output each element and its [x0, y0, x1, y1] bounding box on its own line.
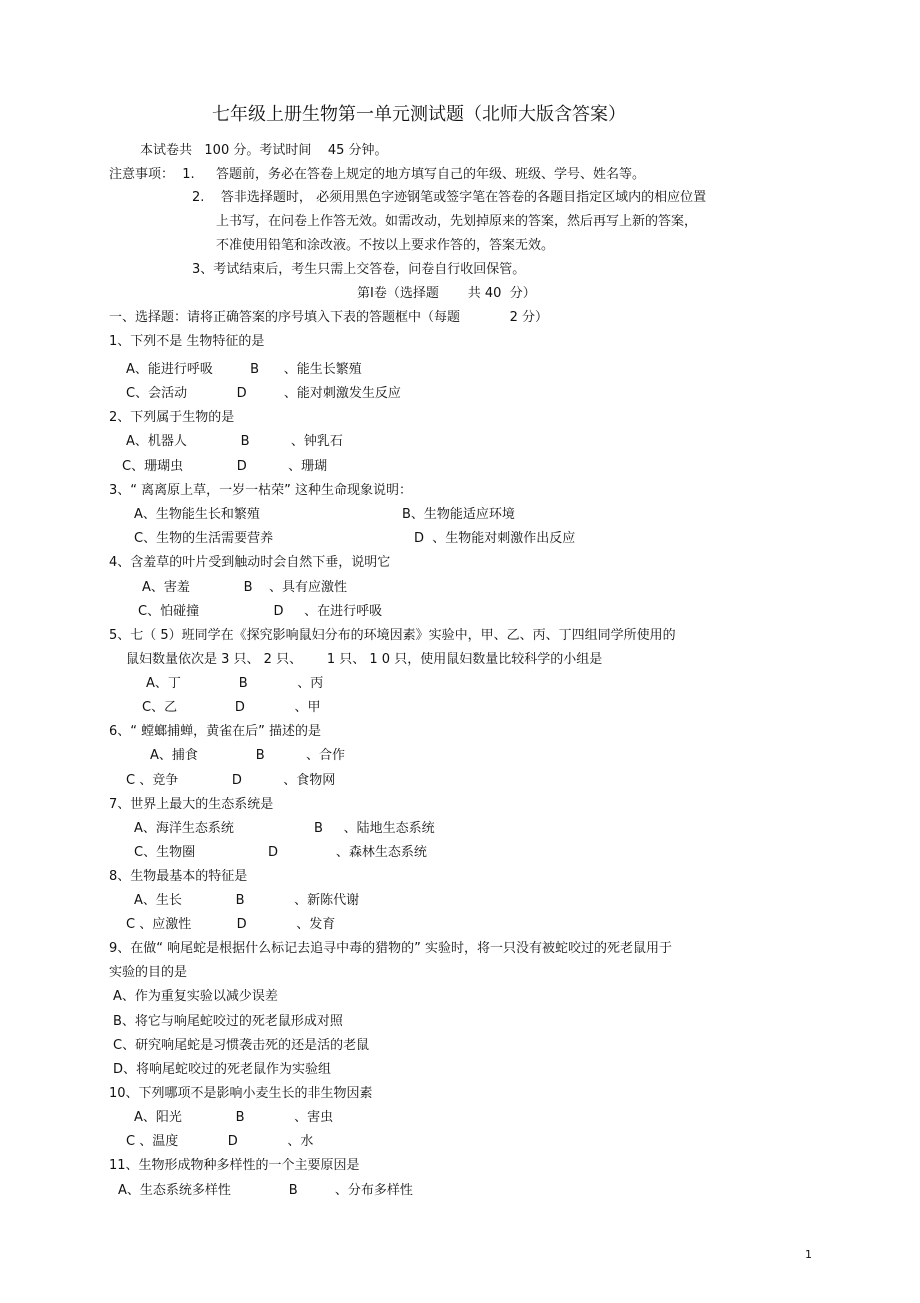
option-a: A、生物能生长和繁殖	[134, 507, 260, 522]
option-b: B、生物能适应环境	[402, 507, 515, 522]
option-d: D、将响尾蛇咬过的死老鼠作为实验组	[113, 1062, 332, 1077]
option-c: C、研究响尾蛇是习惯袭击死的还是活的老鼠	[113, 1038, 370, 1053]
question-stem: 3、“ 离离原上草，一岁一枯荣” 这种生命现象说明：	[109, 483, 413, 498]
option-row: A、丁 B 、丙	[146, 676, 324, 691]
question-stem-cont: 实验的目的是	[109, 965, 188, 980]
option-c: C、生物圈	[134, 845, 196, 860]
question-stem-cont: 鼠妇数量依次是 3 只、 2 只、 1 只、 1 0 只，使用鼠妇数量比较科学的小组是	[126, 652, 603, 667]
option-row: C 、应激性 D 、发育	[126, 917, 336, 932]
option-row: A、捕食 B 、合作	[150, 748, 345, 763]
option-row: C、乙 D 、甲	[142, 700, 321, 715]
question-stem: 2、下列属于生物的是	[109, 410, 235, 425]
option-b: B 、陆地生态系统	[314, 821, 435, 836]
option-row: C、会活动 D 、能对刺激发生反应	[126, 386, 401, 401]
option-row: A、阳光 B 、害虫	[134, 1110, 334, 1125]
notes-label: 注意事项： 1.	[109, 167, 195, 182]
option-row: C、珊瑚虫 D 、珊瑚	[122, 459, 328, 474]
question-stem: 5、七（ 5）班同学在《探究影响鼠妇分布的环境因素》实验中，甲、乙、丙、丁四组同学所使用的	[109, 628, 676, 643]
part-header: 第Ⅰ卷（选择题 共 40 分）	[357, 286, 536, 301]
page-title: 七年级上册生物第一单元测试题（北师大版含答案）	[212, 104, 626, 125]
option-row: C、怕碰撞 D 、在进行呼吸	[138, 604, 383, 619]
option-a: A、海洋生态系统	[134, 821, 234, 836]
section-instruction: 一、选择题：请将正确答案的序号填入下表的答题框中（每题 2 分）	[109, 310, 548, 325]
note-1: 答题前，务必在答卷上规定的地方填写自己的年级、班级、学号、姓名等。	[216, 167, 646, 182]
question-stem: 6、“ 螳螂捕蝉，黄雀在后” 描述的是	[109, 724, 322, 739]
question-stem: 10、下列哪项不是影响小麦生长的非生物因素	[109, 1086, 373, 1101]
question-stem: 7、世界上最大的生态系统是	[109, 797, 274, 812]
note-2-cont: 上书写，在问卷上作答无效。如需改动，先划掉原来的答案，然后再写上新的答案，	[216, 214, 698, 229]
exam-meta: 本试卷共 100 分。考试时间 45 分钟。	[140, 143, 388, 158]
question-stem: 1、下列不是 生物特征的是	[109, 334, 265, 349]
option-row: A、能进行呼吸 B 、能生长繁殖	[126, 362, 362, 377]
option-c: C、生物的生活需要营养	[134, 531, 274, 546]
option-d: D 、森林生态系统	[268, 845, 427, 860]
option-row: A、生长 B 、新陈代谢	[134, 893, 360, 908]
option-a: A、作为重复实验以减少误差	[113, 989, 278, 1004]
question-stem: 9、在做“ 响尾蛇是根据什么标记去追寻中毒的猎物的” 实验时，将一只没有被蛇咬过的死老鼠用于	[109, 941, 673, 956]
option-row: A、生态系统多样性 B 、分布多样性	[118, 1183, 413, 1198]
option-d: D 、生物能对刺激作出反应	[414, 531, 576, 546]
option-b: B、将它与响尾蛇咬过的死老鼠形成对照	[113, 1014, 343, 1029]
note-2: 2. 答非选择题时， 必须用黑色字迹钢笔或签字笔在答卷的各题目指定区域内的相应位置	[192, 190, 707, 205]
option-row: C 、竞争 D 、食物网	[126, 773, 336, 788]
note-2-cont: 不准使用铅笔和涂改液。不按以上要求作答的，答案无效。	[216, 238, 555, 253]
question-stem: 4、含羞草的叶片受到触动时会自然下垂，说明它	[109, 555, 391, 570]
question-stem: 8、生物最基本的特征是	[109, 869, 248, 884]
page-number: 1	[805, 1248, 812, 1261]
note-3: 3、考试结束后，考生只需上交答卷，问卷自行收回保管。	[192, 262, 526, 277]
option-row: A、机器人 B 、钟乳石	[126, 434, 343, 449]
question-stem: 11、生物形成物种多样性的一个主要原因是	[109, 1158, 360, 1173]
option-row: A、害羞 B 、具有应激性	[142, 580, 348, 595]
option-row: C 、温度 D 、水	[126, 1134, 314, 1149]
